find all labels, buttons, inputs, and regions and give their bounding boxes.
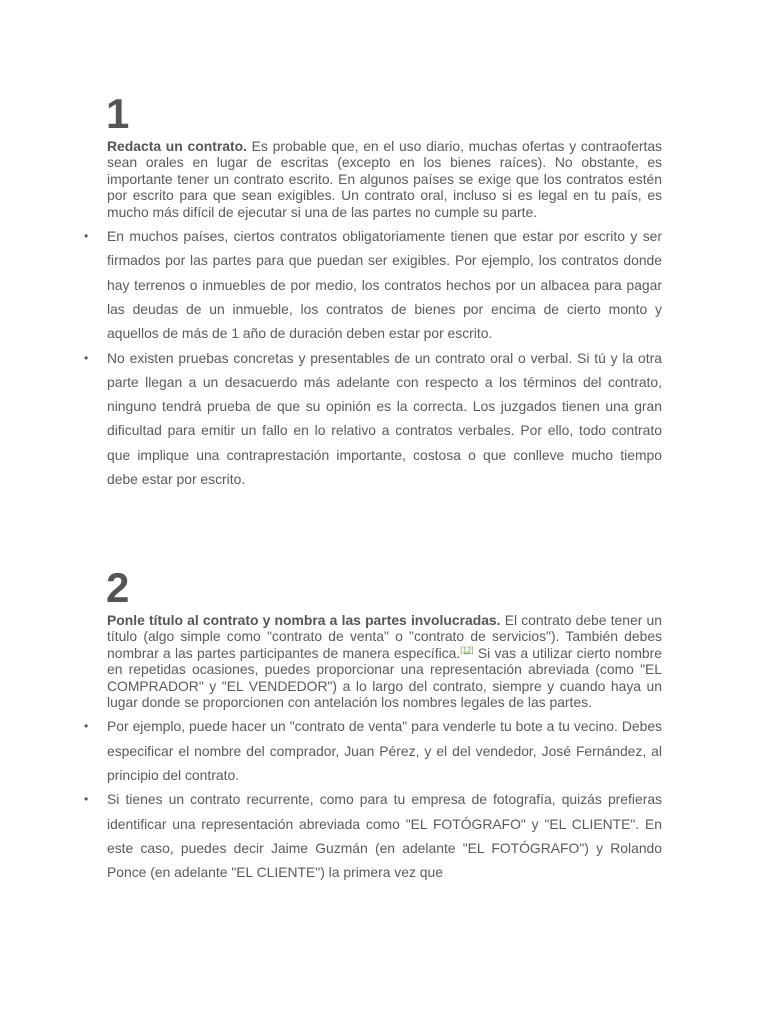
list-item-text: En muchos países, ciertos contratos obligatoriamente tienen que estar por escrito y ser firmados por las partes para que puedan ser exigibles. Por ejemplo, los contratos donde hay terrenos o inmuebles de por medio, los contratos hechos por un albacea para pagar las deudas de un inmueble, los contratos de bienes por encima de cierto monto y aquellos de más de 1 año de duración deben estar por escrito.: [107, 228, 662, 342]
step-title: Ponle título al contrato y nombra a las partes involucradas.: [107, 612, 501, 628]
bullet-list: [84, 224, 662, 491]
bullet-list: [84, 714, 662, 884]
step-title: Redacta un contrato.: [107, 138, 247, 154]
step-number: 2: [106, 564, 130, 611]
step-intro-text: Es probable que, en el uso diario, muchas ofertas y contraofertas sean orales en lugar de escritas (excepto en los bienes raíces). No obstante, es importante tener un contrato escrito. En algunos países se exige que los contratos estén por escrito para que sean exigibles. Un contrato oral, incluso si es legal en tu país, es mucho más difícil de ejecutar si una de las partes no cumple su parte.: [107, 138, 662, 220]
step-intro-text-continued: Si vas a utilizar cierto nombre en repetidas ocasiones, puedes proporcionar una representación abreviada (como "EL COMPRADOR" y "EL VENDEDOR") a lo largo del contrato, siempre y cuando haya un lugar donde se proporcionen con antelación los nombres legales de las partes.: [107, 644, 662, 711]
list-item: [84, 224, 662, 345]
step-intro-paragraph: [107, 138, 662, 220]
bullet-icon: •: [84, 350, 89, 365]
list-item-text: Si tienes un contrato recurrente, como para tu empresa de fotografía, quizás prefieras identificar una representación abreviada como "EL FOTÓGRAFO" y "EL CLIENTE". En este caso, puedes decir Jaime Guzmán (en adelante "EL FOTÓGRAFO") y Rolando Ponce (en adelante "EL CLIENTE") la primera vez que: [107, 791, 662, 881]
step-number: 1: [106, 90, 130, 137]
citation-link[interactable]: [12]: [460, 645, 474, 655]
bullet-icon: •: [84, 229, 89, 244]
list-item: [84, 787, 662, 884]
step-2-section: [84, 564, 662, 885]
list-item: [84, 714, 662, 787]
bullet-icon: •: [84, 719, 89, 734]
list-item-text: Por ejemplo, puede hacer un "contrato de venta" para venderle tu bote a tu vecino. Debes especificar el nombre del comprador, Juan Pérez, y el del vendedor, José Fernández, al principio del contrato.: [107, 718, 662, 784]
step-intro-text: El contrato debe tener un título (algo simple como "contrato de venta" o "contrato de servicios"). También debes nombrar a las partes participantes de manera específica.: [107, 612, 662, 661]
step-intro-paragraph: [107, 612, 662, 710]
list-item: [84, 346, 662, 492]
bullet-icon: •: [84, 792, 89, 807]
list-item-text: No existen pruebas concretas y presentables de un contrato oral o verbal. Si tú y la otra parte llegan a un desacuerdo más adelante con respecto a los términos del contrato, ninguno tendrá prueba de que su opinión es la correcta. Los juzgados tienen una gran dificultad para emitir un fallo en lo relativo a contratos verbales. Por ello, todo contrato que implique una contraprestación importante, costosa o que conlleve mucho tiempo debe estar por escrito.: [107, 349, 662, 487]
step-1-section: [84, 90, 662, 491]
